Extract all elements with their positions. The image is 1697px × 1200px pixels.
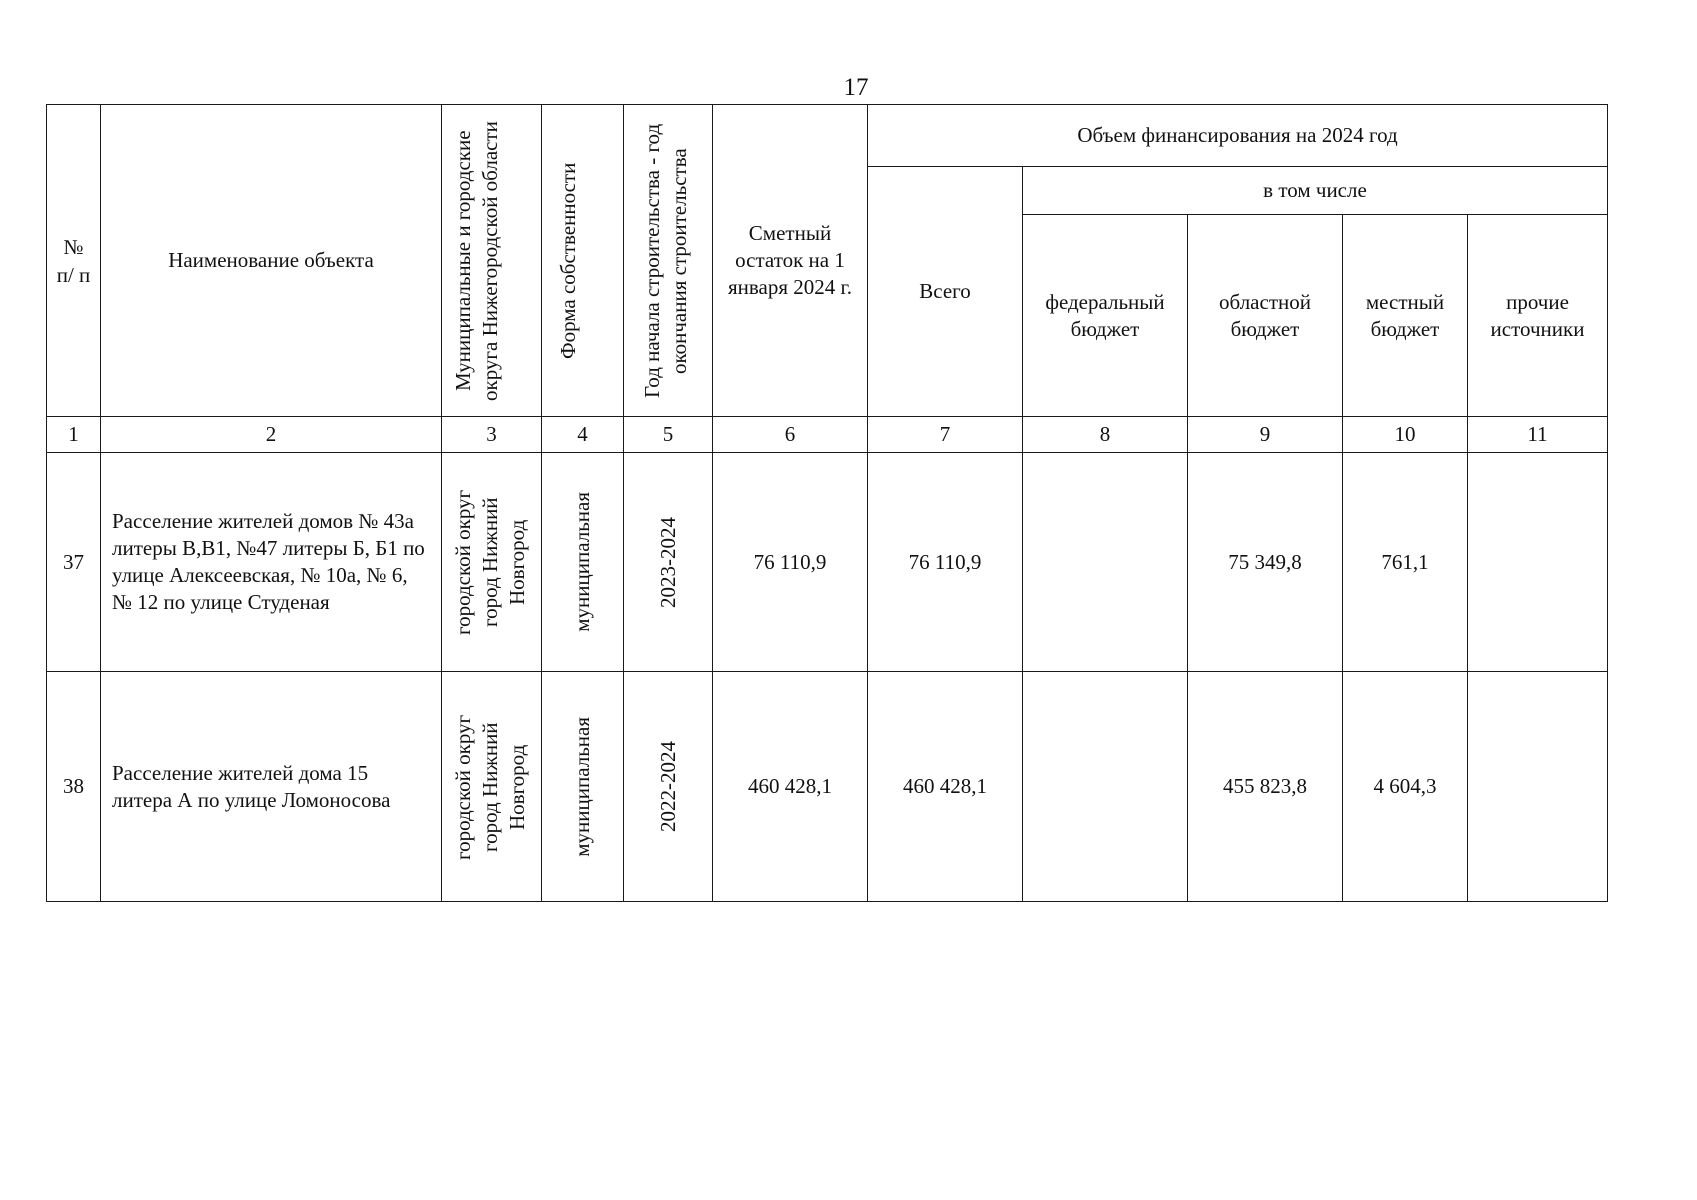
row-number: 38 bbox=[47, 672, 101, 902]
header-including: в том числе bbox=[1023, 167, 1608, 215]
column-number: 7 bbox=[868, 417, 1023, 453]
header-ownership-label: Форма собственности bbox=[555, 162, 580, 359]
table-row bbox=[47, 672, 1608, 902]
header-row-number bbox=[47, 105, 101, 417]
column-number: 8 bbox=[1023, 417, 1188, 453]
header-other-sources-label: прочие источники bbox=[1490, 289, 1585, 341]
estimated-remaining: 76 110,9 bbox=[713, 453, 868, 672]
other-sources bbox=[1468, 672, 1608, 902]
header-row-number-label: № п/ п bbox=[56, 234, 91, 287]
years-cell bbox=[624, 672, 713, 902]
total-funding: 460 428,1 bbox=[868, 672, 1023, 902]
header-ownership bbox=[542, 105, 624, 417]
header-object-name: Наименование объекта bbox=[101, 105, 442, 417]
municipality-cell bbox=[442, 672, 542, 902]
ownership-label: муниципальная bbox=[570, 492, 594, 632]
page-number: 17 bbox=[843, 74, 869, 101]
object-name: Расселение жителей домов № 43а литеры В,В1, №47 литеры Б, Б1 по улице Алексеевская, № 10а, № 6, № 12 по улице Студеная bbox=[101, 453, 442, 672]
header-local-budget-label: местный бюджет bbox=[1365, 289, 1445, 341]
federal-budget bbox=[1023, 672, 1188, 902]
ownership-cell bbox=[542, 453, 624, 672]
header-total: Всего bbox=[868, 167, 1023, 417]
header-federal-budget bbox=[1023, 215, 1188, 417]
header-funding-group: Объем финансирования на 2024 год bbox=[868, 105, 1608, 167]
column-number: 9 bbox=[1188, 417, 1343, 453]
column-number: 10 bbox=[1343, 417, 1468, 453]
column-number: 11 bbox=[1468, 417, 1608, 453]
ownership-cell bbox=[542, 672, 624, 902]
years-label: 2023-2024 bbox=[655, 516, 680, 608]
regional-budget: 455 823,8 bbox=[1188, 672, 1343, 902]
header-local-budget bbox=[1343, 215, 1468, 417]
federal-budget bbox=[1023, 453, 1188, 672]
header-municipality-label: Муниципальные и городские округа Нижегородской области bbox=[450, 120, 502, 401]
total-funding: 76 110,9 bbox=[868, 453, 1023, 672]
local-budget: 4 604,3 bbox=[1343, 672, 1468, 902]
ownership-label: муниципальная bbox=[570, 716, 594, 857]
header-municipality bbox=[442, 105, 542, 417]
local-budget: 761,1 bbox=[1343, 453, 1468, 672]
header-other-sources bbox=[1468, 215, 1608, 417]
column-number: 4 bbox=[542, 417, 624, 453]
header-regional-budget bbox=[1188, 215, 1343, 417]
funding-table bbox=[46, 104, 1608, 902]
other-sources bbox=[1468, 453, 1608, 672]
municipality-cell bbox=[442, 453, 542, 672]
object-name: Расселение жителей дома 15 литера А по улице Ломоносова bbox=[101, 672, 442, 902]
estimated-remaining: 460 428,1 bbox=[713, 672, 868, 902]
municipality-label: городской округ город Нижний Новгород bbox=[450, 489, 529, 635]
municipality-label: городской округ город Нижний Новгород bbox=[450, 713, 529, 860]
header-regional-budget-label: областной бюджет bbox=[1219, 289, 1311, 341]
header-years bbox=[624, 105, 713, 417]
years-label: 2022-2024 bbox=[655, 741, 680, 832]
row-number: 37 bbox=[47, 453, 101, 672]
column-number-row bbox=[47, 417, 1608, 453]
regional-budget: 75 349,8 bbox=[1188, 453, 1343, 672]
column-number: 2 bbox=[101, 417, 442, 453]
header-estimated-remaining-label: Сметный остаток на 1 января 2024 г. bbox=[727, 221, 852, 299]
column-number: 1 bbox=[47, 417, 101, 453]
column-number: 5 bbox=[624, 417, 713, 453]
column-number: 6 bbox=[713, 417, 868, 453]
header-years-label: Год начала строительства - год окончания строительства bbox=[640, 123, 691, 398]
header-federal-budget-label: федеральный бюджет bbox=[1045, 289, 1165, 341]
years-cell bbox=[624, 453, 713, 672]
header-estimated-remaining bbox=[713, 105, 868, 417]
table-row bbox=[47, 453, 1608, 672]
column-number: 3 bbox=[442, 417, 542, 453]
